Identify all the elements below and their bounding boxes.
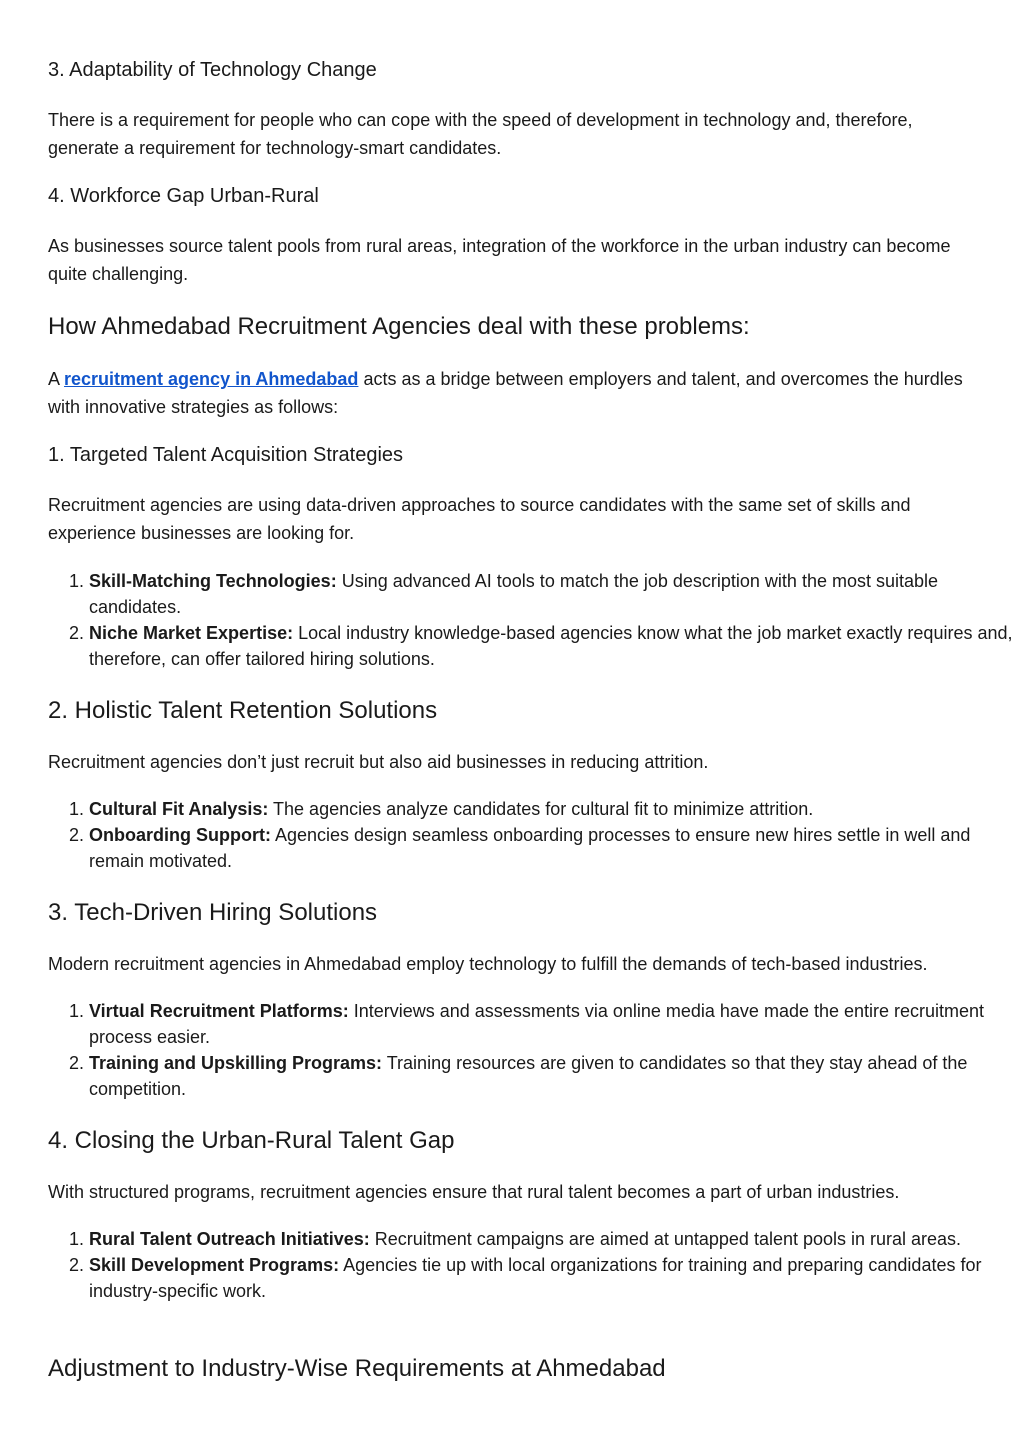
list-item-desc: Using advanced AI tools to match the job description with the most suitable candidates.: [89, 571, 939, 617]
list-item-desc: Interviews and assessments via online media have made the entire recruitment process easier.: [89, 1001, 985, 1047]
list-item-term: Rural Talent Outreach Initiatives:: [89, 1229, 370, 1249]
list-item-term: Skill Development Programs:: [89, 1255, 340, 1275]
heading-how-agencies-deal: How Ahmedabad Recruitment Agencies deal with these problems:: [48, 313, 750, 340]
intro-prefix: A: [48, 369, 65, 389]
list-item-desc: Recruitment campaigns are aimed at untapped talent pools in rural areas.: [369, 1229, 962, 1249]
paragraph-talent-retention: Recruitment agencies don’t just recruit but also aid businesses in reducing attrition.: [48, 752, 709, 772]
list-item-term: Onboarding Support:: [89, 825, 271, 845]
paragraph-targeted-acquisition: Recruitment agencies are using data-driven approaches to source candidates with the same set of skills and experience businesses are looking for.: [48, 495, 911, 543]
list-item-term: Niche Market Expertise:: [89, 623, 294, 643]
list-item: [89, 620, 1019, 672]
list-item-desc: Agencies design seamless onboarding processes to ensure new hires settle in well and remain motivated.: [89, 825, 971, 871]
list-item: [89, 998, 1019, 1050]
list-item: [89, 568, 1019, 620]
list-item: [89, 796, 1019, 822]
list-item: [89, 1050, 1019, 1102]
list-item-term: Cultural Fit Analysis:: [89, 799, 269, 819]
heading-tech-driven-hiring: 3. Tech-Driven Hiring Solutions: [48, 899, 378, 926]
heading-urban-rural-gap: 4. Closing the Urban-Rural Talent Gap: [48, 1127, 455, 1154]
list-item-term: Skill-Matching Technologies:: [89, 571, 337, 591]
section-heading-workforce-gap: 4. Workforce Gap Urban-Rural: [48, 185, 319, 207]
list-item-term: Training and Upskilling Programs:: [89, 1053, 383, 1073]
list-item: [89, 1252, 1019, 1304]
list-urban-rural-gap: [48, 1226, 1019, 1304]
recruitment-agency-link[interactable]: recruitment agency in Ahmedabad: [64, 369, 359, 389]
list-item: [89, 822, 1019, 874]
list-item: [89, 1226, 1019, 1252]
paragraph-tech-driven-hiring: Modern recruitment agencies in Ahmedabad employ technology to fulfill the demands of tech-based industries.: [48, 954, 928, 974]
list-item-term: Virtual Recruitment Platforms:: [89, 1001, 349, 1021]
section-heading-tech-adaptability: 3. Adaptability of Technology Change: [48, 59, 377, 81]
paragraph-workforce-gap: As businesses source talent pools from rural areas, integration of the workforce in the urban industry can become quite challenging.: [48, 236, 951, 284]
list-item-desc: The agencies analyze candidates for cultural fit to minimize attrition.: [268, 799, 814, 819]
paragraph-intro: [48, 365, 978, 421]
list-talent-retention: [48, 796, 1019, 874]
list-tech-driven-hiring: [48, 998, 1019, 1102]
intro-suffix: acts as a bridge between employers and talent, and overcomes the hurdles with innovative strategies as follows:: [48, 369, 963, 417]
heading-targeted-acquisition: 1. Targeted Talent Acquisition Strategies: [48, 444, 404, 466]
heading-industry-requirements: Adjustment to Industry-Wise Requirements at Ahmedabad: [48, 1355, 666, 1382]
paragraph-tech-adaptability: There is a requirement for people who can cope with the speed of development in technology and, therefore, generate a requirement for technology-smart candidates.: [48, 110, 913, 158]
paragraph-urban-rural-gap: With structured programs, recruitment agencies ensure that rural talent becomes a part of urban industries.: [48, 1182, 900, 1202]
list-item-desc: Agencies tie up with local organizations for training and preparing candidates for industry-specific work.: [89, 1255, 982, 1301]
list-targeted-acquisition: [48, 568, 1019, 672]
list-item-desc: Training resources are given to candidates so that they stay ahead of the competition.: [89, 1053, 968, 1099]
heading-talent-retention: 2. Holistic Talent Retention Solutions: [48, 697, 438, 724]
list-item-desc: Local industry knowledge-based agencies know what the job market exactly requires and, therefore, can offer tailored hiring solutions.: [89, 623, 1013, 669]
